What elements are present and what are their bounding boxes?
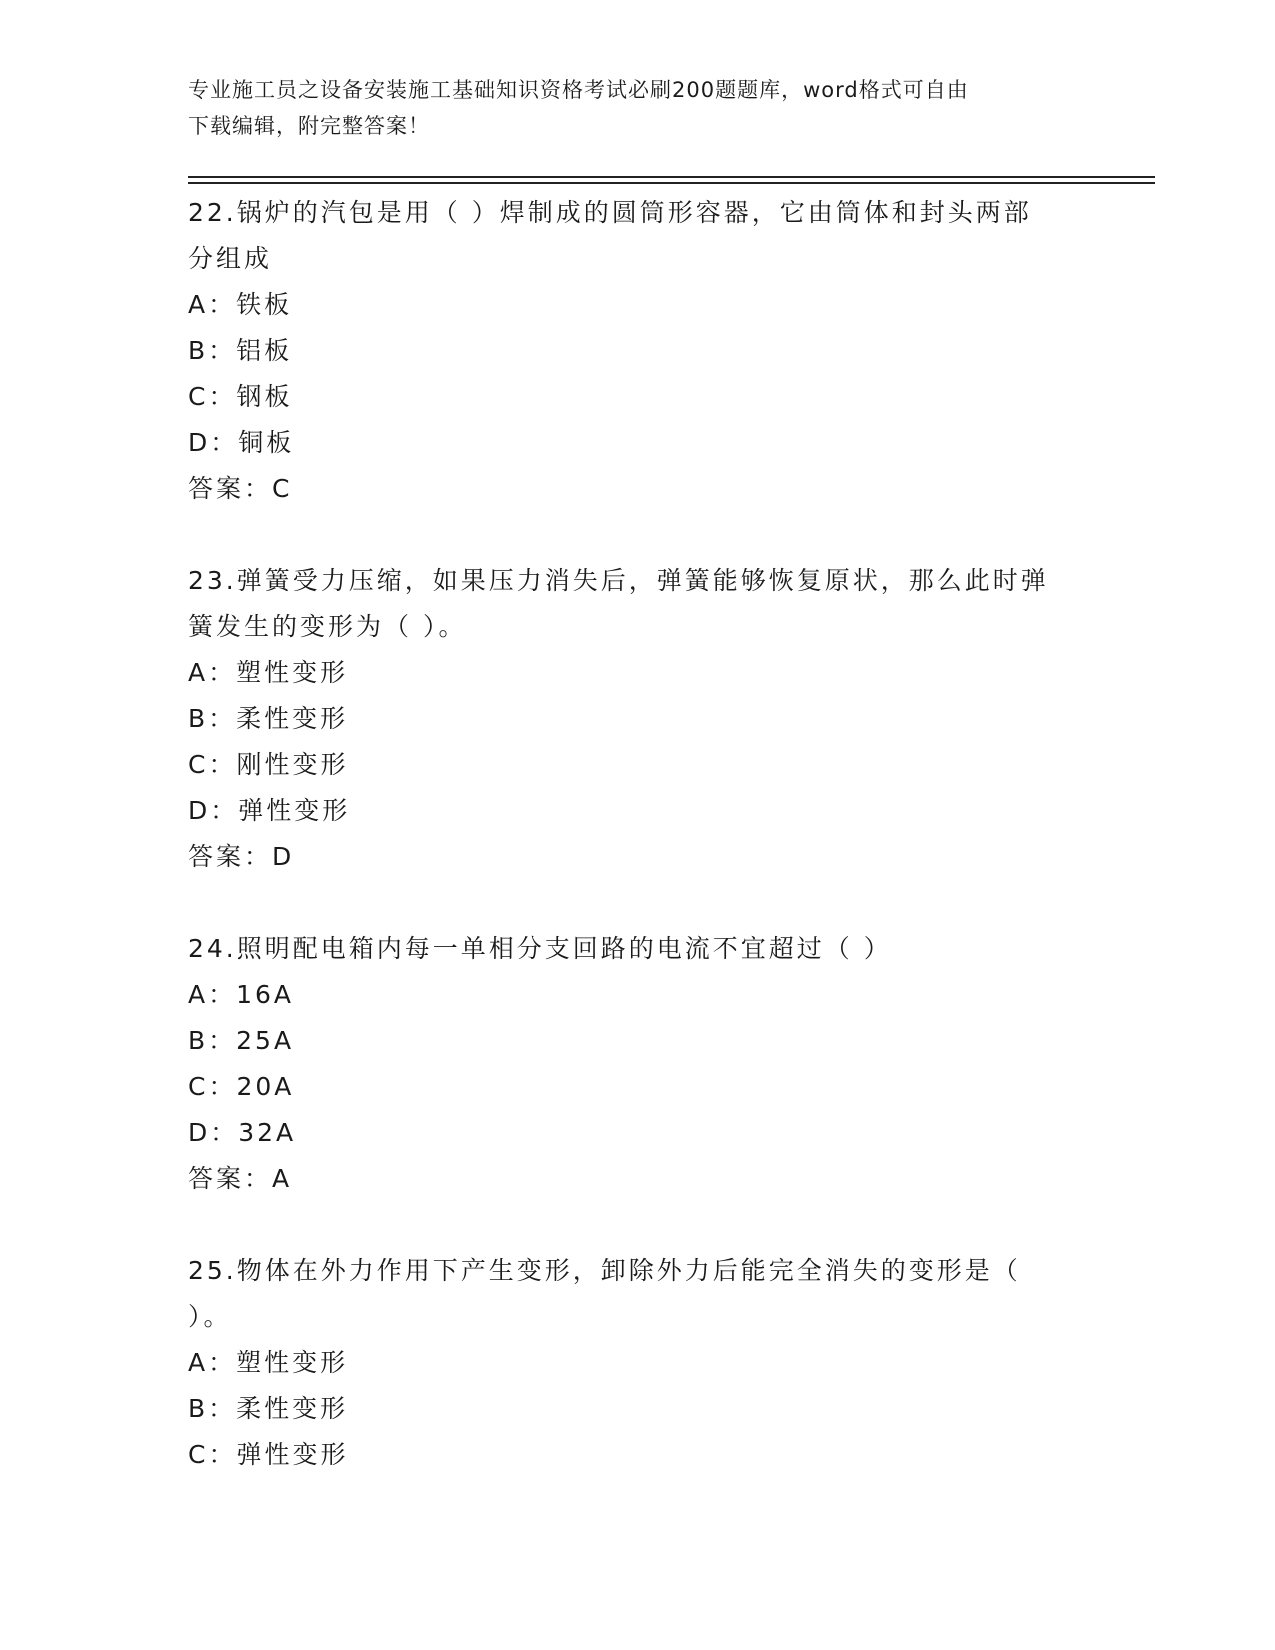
option-c: C：钢板 (188, 382, 293, 411)
question-list (188, 190, 1088, 1524)
option-c: C：20A (188, 1072, 295, 1101)
option-d: D：铜板 (188, 428, 295, 457)
question-25 (188, 1248, 1088, 1478)
header-line-1: 专业施工员之设备安装施工基础知识资格考试必刷200题题库，word格式可自由 (188, 78, 969, 102)
option-b: B：柔性变形 (188, 704, 349, 733)
question-text-line-1: 24.照明配电箱内每一单相分支回路的电流不宜超过（ ） (188, 934, 892, 963)
option-b: B：柔性变形 (188, 1394, 349, 1423)
question-text-line-2: 簧发生的变形为（ ）。 (188, 612, 467, 641)
answer: 答案：A (188, 1164, 293, 1193)
option-a: A：16A (188, 980, 295, 1009)
question-text-line-2: ）。 (188, 1302, 232, 1331)
option-a: A：铁板 (188, 290, 293, 319)
header-line-2: 下载编辑，附完整答案！ (188, 114, 430, 138)
option-a: A：塑性变形 (188, 1348, 349, 1377)
answer: 答案：D (188, 842, 295, 871)
header-divider-bottom (188, 182, 1155, 184)
question-text-line-1: 22.锅炉的汽包是用（ ）焊制成的圆筒形容器，它由筒体和封头两部 (188, 198, 1032, 227)
question-23 (188, 558, 1088, 880)
document-header (188, 72, 1088, 144)
question-24 (188, 926, 1088, 1202)
question-text-line-2: 分组成 (188, 244, 273, 273)
question-22 (188, 190, 1088, 512)
option-b: B：25A (188, 1026, 295, 1055)
option-c: C：弹性变形 (188, 1440, 349, 1469)
question-text-line-1: 23.弹簧受力压缩，如果压力消失后，弹簧能够恢复原状，那么此时弹 (188, 566, 1049, 595)
answer: 答案：C (188, 474, 293, 503)
option-b: B：铝板 (188, 336, 293, 365)
option-d: D：弹性变形 (188, 796, 351, 825)
option-a: A：塑性变形 (188, 658, 349, 687)
option-d: D：32A (188, 1118, 297, 1147)
header-divider-top (188, 176, 1155, 178)
option-c: C：刚性变形 (188, 750, 349, 779)
question-text-line-1: 25.物体在外力作用下产生变形，卸除外力后能完全消失的变形是（ (188, 1256, 1021, 1285)
